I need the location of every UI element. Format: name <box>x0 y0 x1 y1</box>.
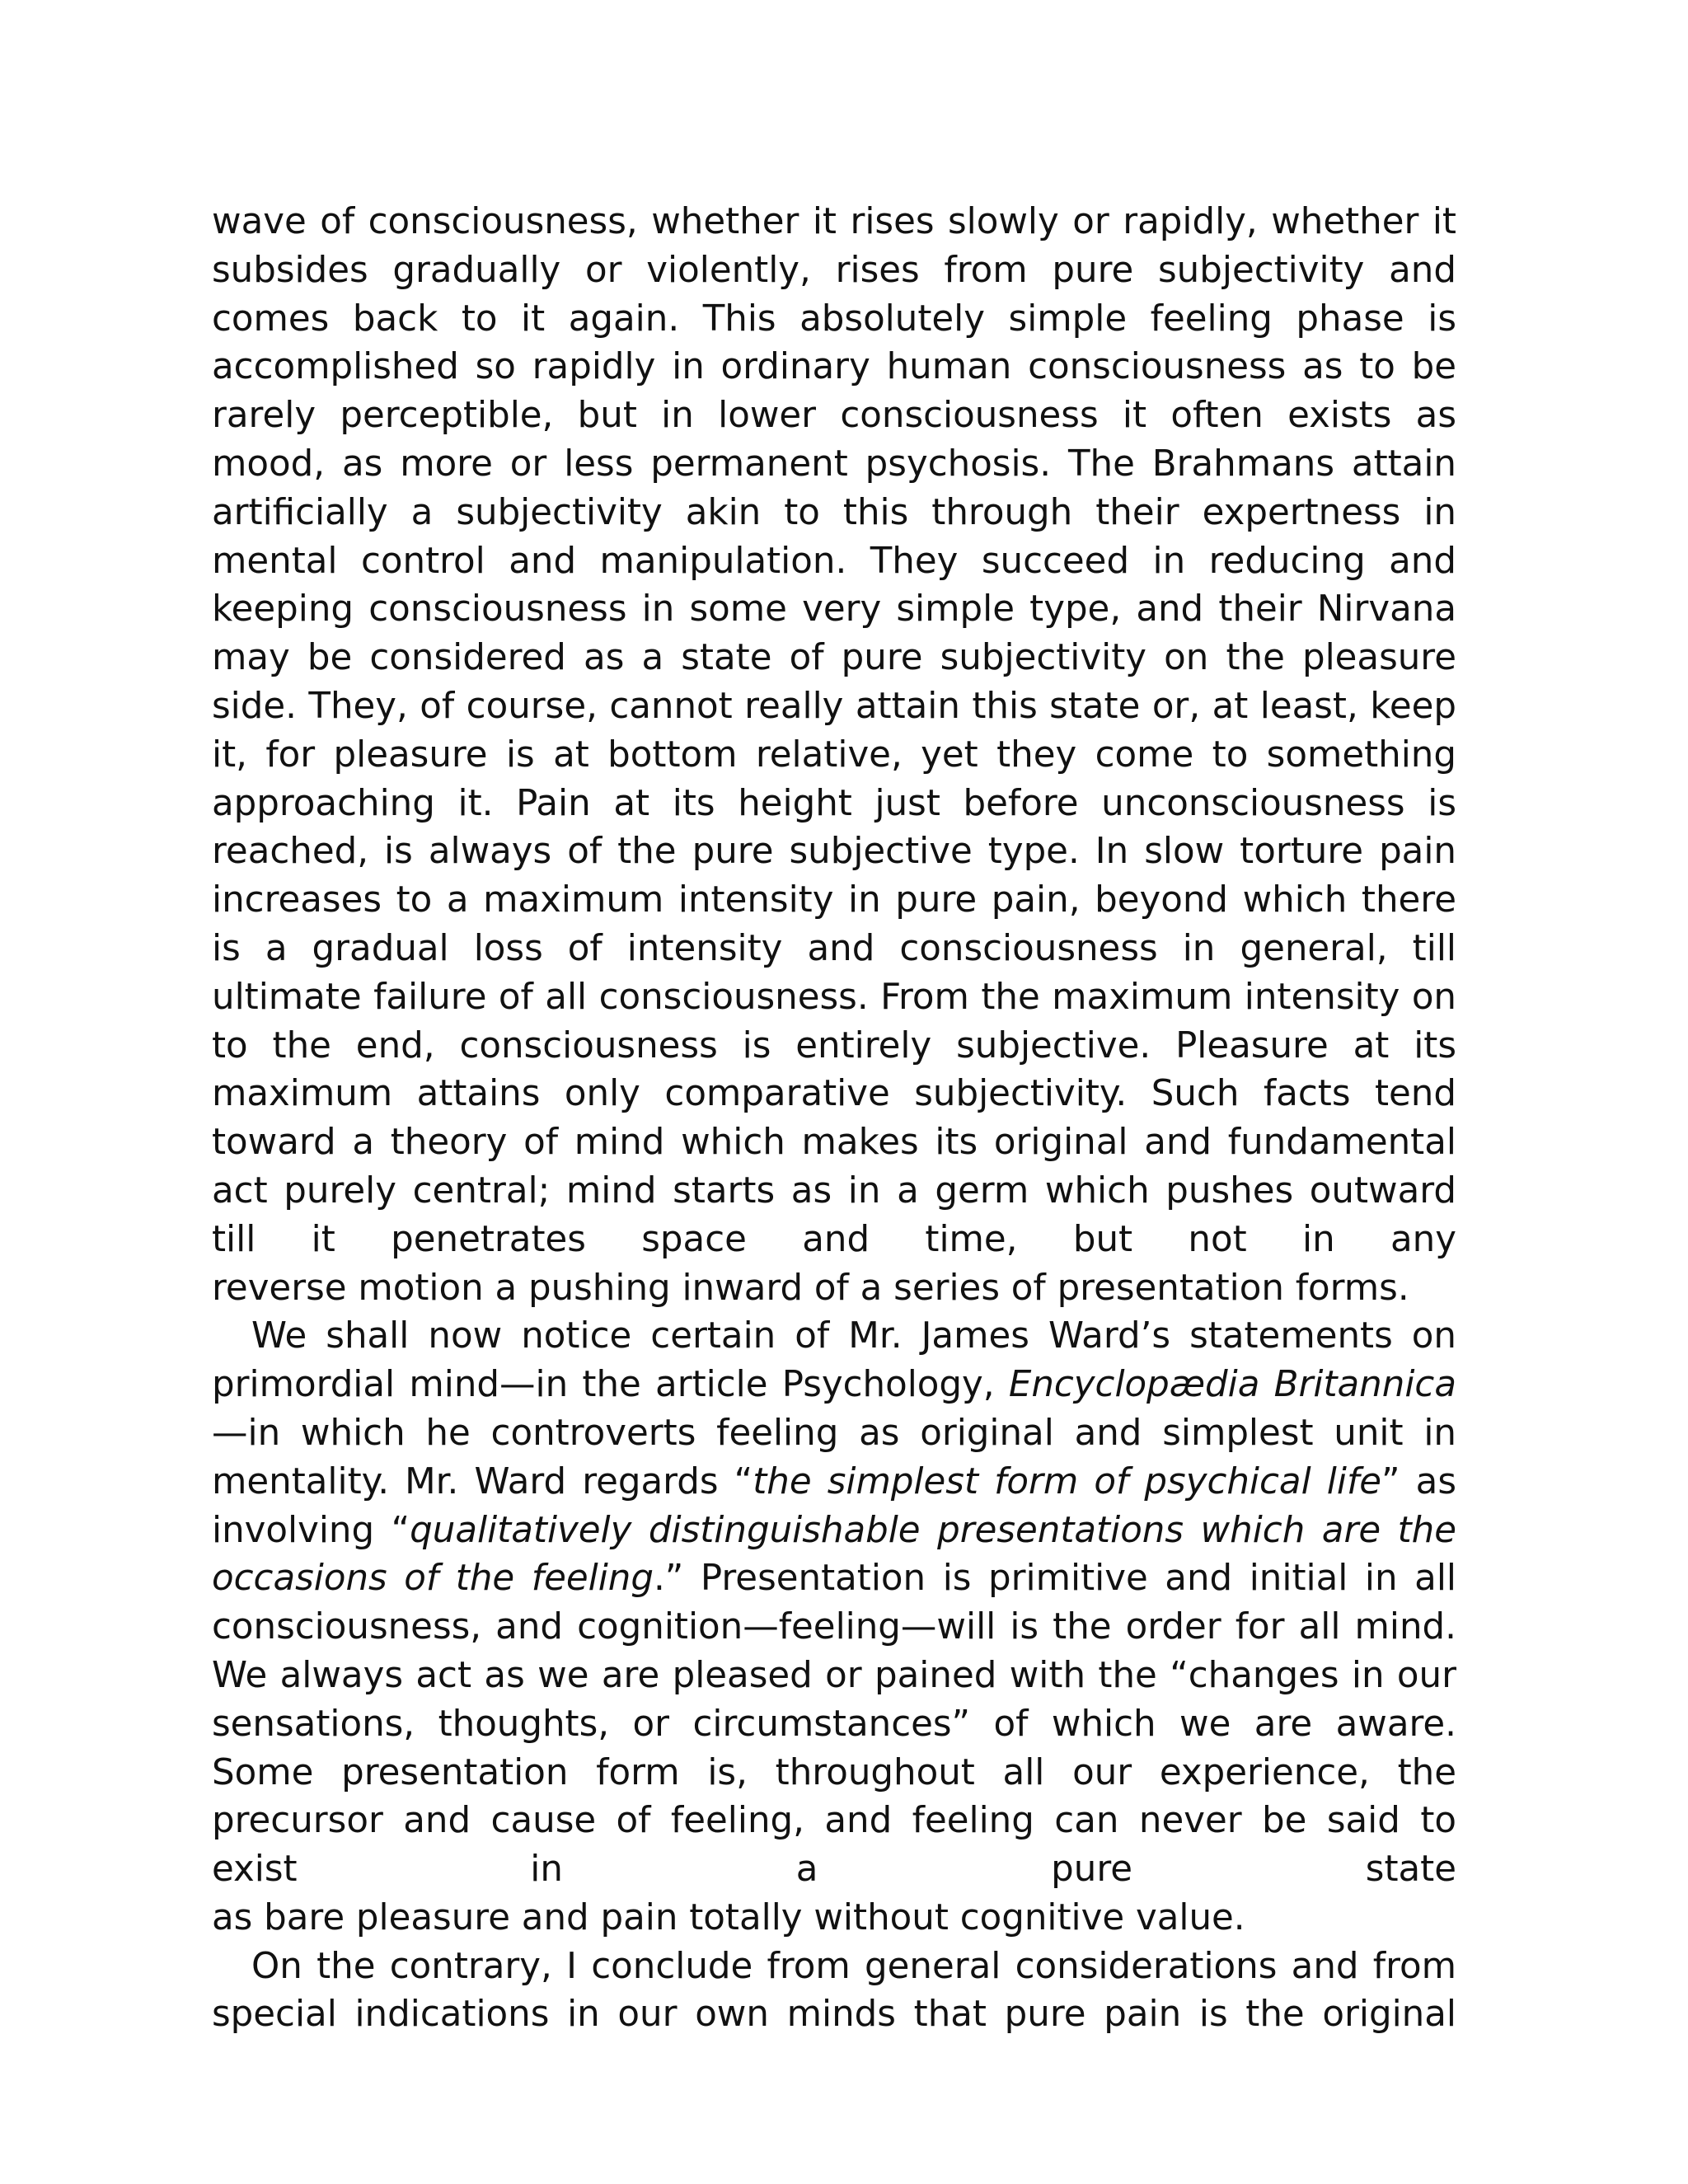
paragraph-2-text-d: .” Presentation is primitive and initial in all consciousness, and cognition—feeling—will is the order for all mind. We always act as we are pleased or pained with the “changes in our sensations, thoughts, or circumstances” of which we are aware. Some presentation form is, throughout all our experience, the precursor and cause of feeling, and feeling can never be said to exist in a pure state <box>212 1558 1456 1891</box>
paragraph-2-text-a: We shall now notice certain of Mr. James Ward’s statements on primordial mind—in the article Psychology, <box>212 1315 1456 1406</box>
paragraph-1 <box>212 198 1456 1312</box>
page-body <box>212 198 1456 2039</box>
paragraph-2 <box>212 1312 1456 1942</box>
paragraph-2-text-b: —in which he controverts feeling as original and simplest unit in mentality. Mr. Ward regards “ <box>212 1412 1456 1502</box>
paragraph-1-text: wave of consciousness, whether it rises slowly or rapidly, whether it subsides gradually or violently, rises from pure subjectivity and comes back to it again. This absolutely simple feeling phase is accomplished so rapidly in ordinary human consciousness as to be rarely perceptible, but in lower consciousness it often exists as mood, as more or less permanent psychosis. The Brahmans attain artificially a subjectivity akin to this through their expertness in mental control and manipulation. They succeed in reducing and keeping consciousness in some very simple type, and their Nirvana may be considered as a state of pure subjectivity on the pleasure side. They, of course, cannot really attain this state or, at least, keep it, for pleasure is at bottom relative, yet they come to something approaching it. Pain at its height just before unconsciousness is reached, is always of the pure subjective type. In slow torture pain increases to a maximum intensity in pure pain, beyond which there is a gradual loss of intensity and consciousness in general, till ultimate failure of all consciousness. From the maximum intensity on to the end, consciousness is entirely subjective. Pleasure at its maximum attains only comparative subjectivity. Such facts tend toward a theory of mind which makes its original and fundamental act purely central; mind starts as in a germ which pushes outward till it penetrates space and time, but not in any <box>212 201 1456 1260</box>
paragraph-2-italic-quote-1: the simplest form of psychical life <box>753 1460 1382 1502</box>
paragraph-2-italic-title: Encyclopædia Britannica <box>1008 1364 1456 1406</box>
paragraph-2-text-c: ” as involving “ <box>212 1460 1456 1551</box>
paragraph-3-text: On the contrary, I conclude from general considerations and from special indications in our own minds that pure pain is the original <box>212 1945 1456 2036</box>
paragraph-2-last-line: as bare pleasure and pain totally without cognitive value. <box>212 1896 1245 1938</box>
paragraph-2-italic-quote-2: qualitatively distinguishable presentations which are the occasions of the feeling <box>212 1509 1456 1600</box>
paragraph-1-last-line: reverse motion a pushing inward of a series of presentation forms. <box>212 1267 1409 1309</box>
paragraph-3 <box>212 1943 1456 2040</box>
